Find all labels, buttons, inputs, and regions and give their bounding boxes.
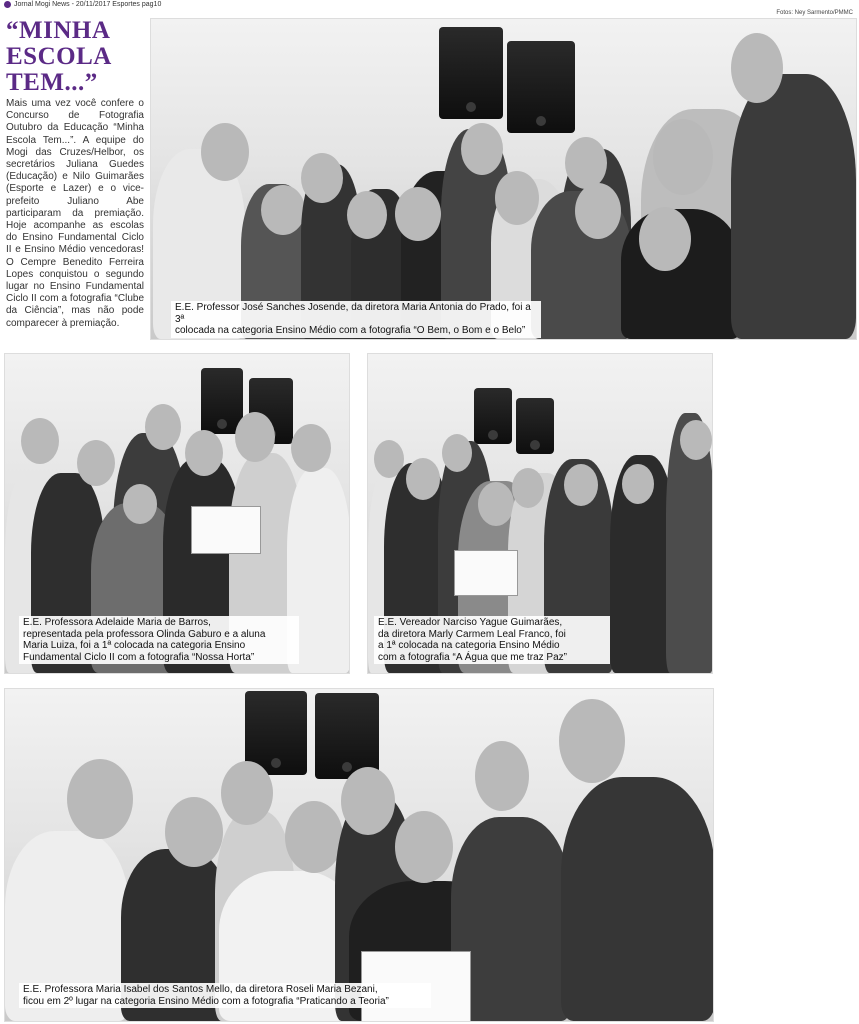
person-head <box>145 404 181 450</box>
speaker-image <box>474 388 512 444</box>
caption-line: colocada na categoria Ensino Médio com a fotografia “O Bem, o Bom e o Belo” <box>175 325 526 336</box>
speaker-image <box>439 27 503 119</box>
publication-header <box>4 1 161 8</box>
person-head <box>680 420 712 460</box>
person-head <box>201 123 249 181</box>
caption-line: E.E. Professora Adelaide Maria de Barros, <box>23 617 211 628</box>
speaker-image <box>507 41 575 133</box>
person-head <box>442 434 472 472</box>
person-head <box>341 767 395 835</box>
person-head <box>123 484 157 524</box>
group-photo <box>367 353 713 674</box>
person-head <box>653 119 713 195</box>
person-figure <box>731 74 856 339</box>
person-head <box>21 418 59 464</box>
caption-line: da diretora Marly Carmem Leal Franco, foi <box>378 628 566 640</box>
headline <box>6 18 146 96</box>
person-head <box>406 458 440 500</box>
caption-line: Fundamental Ciclo II com a fotografia “Nossa Horta” <box>23 651 255 663</box>
publication-line: Jornal Mogi News - 20/11/2017 Esportes pag10 <box>14 1 162 8</box>
speaker-image <box>516 398 554 454</box>
person-head <box>622 464 654 504</box>
person-head <box>165 797 223 867</box>
group-photo <box>4 353 350 674</box>
person-head <box>261 185 305 235</box>
person-head <box>575 183 621 239</box>
person-figure <box>561 777 714 1021</box>
person-head <box>565 137 607 189</box>
photo-caption <box>19 616 299 664</box>
person-head <box>478 482 514 526</box>
caption-line: representada pela professora Olinda Gaburo e a aluna <box>23 628 266 640</box>
caption-line: ficou em 2º lugar na categoria Ensino Médio com a fotografia “Praticando a Teoria” <box>23 995 389 1007</box>
person-head <box>564 464 598 506</box>
person-head <box>347 191 387 239</box>
person-head <box>301 153 343 203</box>
headline-line: TEM...” <box>6 69 98 96</box>
person-head <box>512 468 544 508</box>
person-head <box>221 761 273 825</box>
caption-line: com a fotografia “A Água que me traz Paz” <box>378 651 567 663</box>
headline-line: ESCOLA <box>6 43 112 70</box>
caption-line: E.E. Vereador Narciso Yague Guimarães, <box>378 617 563 628</box>
caption-line: E.E. Professora Maria Isabel dos Santos Mello, da diretora Roseli Maria Bezani, <box>23 984 378 995</box>
certificate-image <box>191 506 261 554</box>
intro-text: Mais uma vez você confere o Concurso de Fotografia Outubro da Educação “Minha Escola Tem...”. A equipe do Mogi das Cruzes/Helbor, os secretários Juliana Guedes (Educação) e Nilo Guimarães (Esporte e Lazer) e o vice-prefeito Juliano Abe participaram da premiação. Hoje acompanhe as escolas do Ensino Fundamental Ciclo II e Ensino Médio vencedoras! O Cempre Benedito Ferreira Lopes conquistou o segundo lugar no Ensino Fundamental Ciclo II com a fotografia “Clube da Ciência”, mas não pode comparecer à premiação. <box>6 98 144 329</box>
person-head <box>77 440 115 486</box>
person-head <box>495 171 539 225</box>
photo-credit: Fotos: Ney Sarmento/PMMC <box>776 10 853 16</box>
person-head <box>559 699 625 783</box>
person-head <box>639 207 691 271</box>
caption-line: E.E. Professor José Sanches Josende, da diretora Maria Antonia do Prado, foi a 3ª <box>175 302 531 325</box>
headline-line: “MINHA <box>6 17 111 44</box>
person-head <box>185 430 223 476</box>
caption-line: Maria Luiza, foi a 1ª colocada na categoria Ensino <box>23 640 246 651</box>
photo-caption <box>19 983 431 1008</box>
newspaper-logo-icon <box>4 1 11 8</box>
person-head <box>67 759 133 839</box>
certificate-image <box>454 550 518 596</box>
group-photo <box>4 688 714 1022</box>
photo-caption <box>171 301 541 338</box>
person-head <box>475 741 529 811</box>
person-head <box>291 424 331 472</box>
person-head <box>731 33 783 103</box>
caption-line: a 1ª colocada na categoria Ensino Médio <box>378 640 560 651</box>
group-photo <box>150 18 857 340</box>
person-head <box>285 801 343 873</box>
person-head <box>461 123 503 175</box>
person-head <box>235 412 275 462</box>
person-head <box>395 811 453 883</box>
person-head <box>395 187 441 241</box>
photo-caption <box>374 616 610 664</box>
